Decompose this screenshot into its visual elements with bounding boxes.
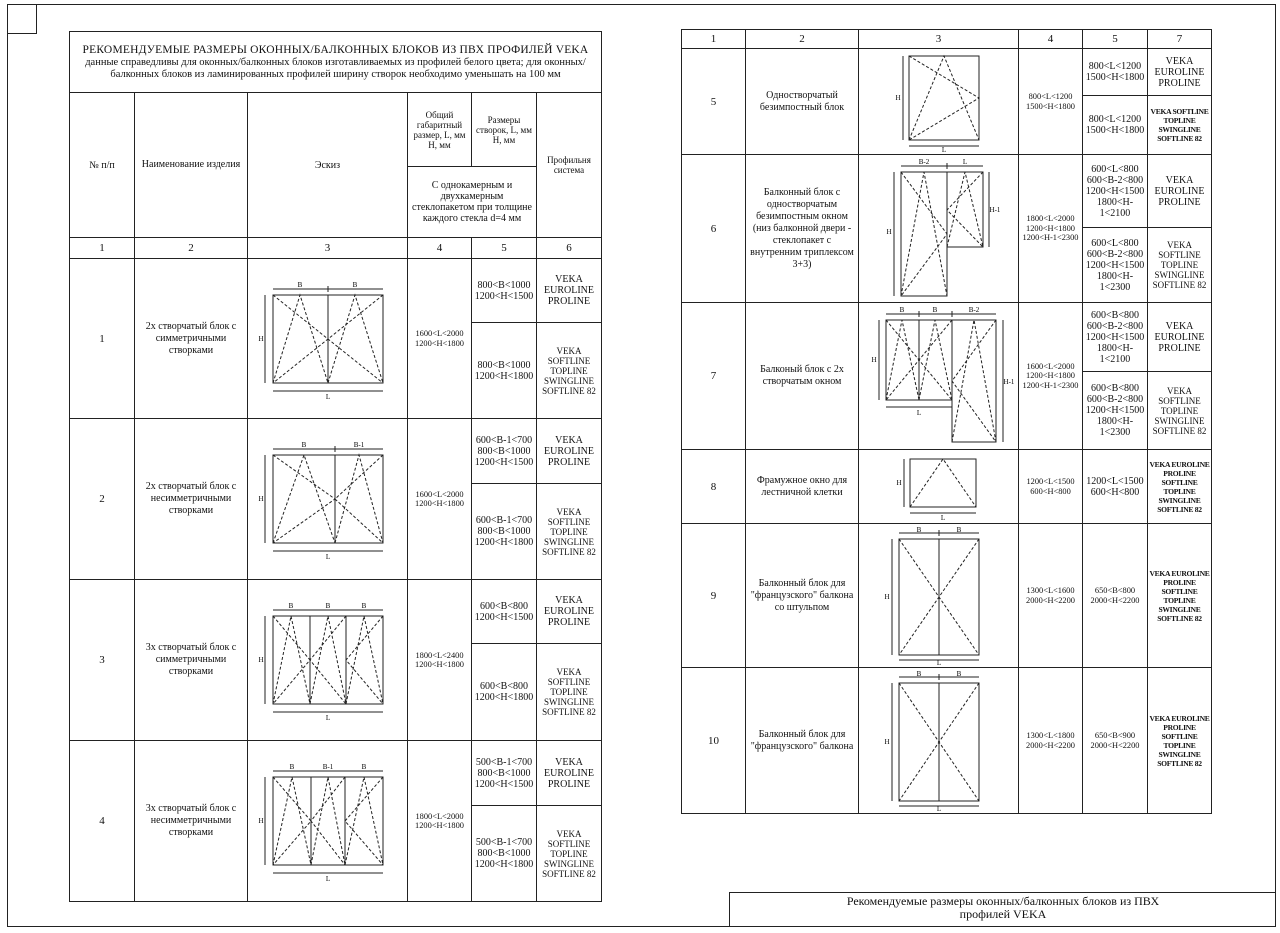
dim-b: B — [916, 670, 921, 678]
dim-b: B — [956, 670, 961, 678]
row-name: Балконный блок для "французского" балкона — [746, 668, 859, 814]
table-row — [682, 49, 1212, 96]
dim-h: H — [895, 478, 902, 487]
dim-l: L — [941, 145, 946, 152]
sketch-cell — [248, 741, 408, 902]
profile-system: VEKA EUROLINE PROLINE — [537, 741, 602, 806]
window-sketch-3-sash — [253, 600, 403, 720]
colnum: 4 — [1019, 30, 1083, 49]
title-block — [729, 892, 1276, 927]
window-sketch-2-sash — [253, 279, 403, 399]
row-number: 9 — [682, 524, 746, 668]
dim-b: B — [916, 526, 921, 534]
colnum: 3 — [859, 30, 1019, 49]
window-sketch-1-sash — [864, 52, 1014, 152]
overall-size: 1800<L<2000 1200<H<1800 — [408, 741, 472, 902]
row-number: 10 — [682, 668, 746, 814]
sketch-cell — [859, 668, 1019, 814]
table-title-cell — [70, 32, 602, 93]
dim-l: L — [916, 409, 921, 417]
sash-size: 600<B-1<700 800<B<1000 1200<H<1500 — [472, 419, 537, 484]
title-block-text: Рекомендуемые размеры оконных/балконных блоков из ПВХ профилей VEKA — [846, 894, 1160, 921]
overall-size: 1300<L<1600 2000<H<2200 — [1019, 524, 1083, 668]
colnum: 5 — [472, 238, 537, 259]
col-header-sash: Размеры створок, L, мм H, мм — [472, 93, 537, 167]
balcony-block-sketch-2 — [864, 306, 1014, 446]
sash-size: 800<L<1200 1500<H<1800 — [1083, 49, 1148, 96]
dim-b2: B-2 — [968, 306, 979, 314]
dim-l: L — [936, 804, 941, 811]
table-row — [682, 303, 1212, 372]
profile-system: VEKA SOFTLINE TOPLINE SWINGLINE SOFTLINE 82 — [1148, 372, 1212, 450]
sketch-cell — [248, 580, 408, 741]
dim-b: B — [297, 280, 302, 289]
row-number: 7 — [682, 303, 746, 450]
dim-h: H — [257, 656, 264, 664]
transom-window-sketch — [864, 453, 1014, 521]
sash-size: 600<B<800 1200<H<1800 — [472, 644, 537, 741]
sash-size: 600<B<800 600<B-2<800 1200<H<1500 1800<H-1<2100 — [1083, 303, 1148, 372]
overall-size: 800<L<1200 1500<H<1800 — [1019, 49, 1083, 155]
profile-system: VEKA EUROLINE PROLINE SOFTLINE TOPLINE SWINGLINE SOFTLINE 82 — [1148, 450, 1212, 524]
sash-size: 800<L<1200 1500<H<1800 — [1083, 96, 1148, 155]
dim-b: B — [899, 306, 904, 314]
balcony-block-sketch-1 — [864, 158, 1014, 300]
row-name: 2х створчатый блок с несимметричными створками — [135, 419, 248, 580]
dim-b: B — [361, 602, 366, 610]
colnum: 4 — [408, 238, 472, 259]
sketch-cell — [859, 155, 1019, 303]
dim-b: B — [288, 602, 293, 610]
sash-size: 500<B-1<700 800<B<1000 1200<H<1500 — [472, 741, 537, 806]
dim-h1: H-1 — [989, 205, 1000, 214]
row-name: Балконный блок для "французского" балкона со штульпом — [746, 524, 859, 668]
profile-system: VEKA EUROLINE PROLINE — [537, 580, 602, 644]
profile-system: VEKA EUROLINE PROLINE — [537, 259, 602, 323]
sash-size: 650<B<800 2000<H<2200 — [1083, 524, 1148, 668]
row-number: 5 — [682, 49, 746, 155]
profile-system: VEKA SOFTLINE TOPLINE SWINGLINE SOFTLINE 82 — [537, 323, 602, 419]
row-name: Фрамужное окно для лестничной клетки — [746, 450, 859, 524]
table-row — [70, 259, 602, 323]
profile-system: VEKA SOFTLINE TOPLINE SWINGLINE SOFTLINE 82 — [1148, 228, 1212, 303]
colnum: 6 — [537, 238, 602, 259]
sketch-cell — [248, 259, 408, 419]
dim-h: H — [257, 495, 264, 503]
french-balcony-shtulp-sketch — [864, 527, 1014, 665]
dim-h: H — [883, 737, 890, 746]
dim-h: H — [894, 93, 901, 102]
profile-system: VEKA SOFTLINE TOPLINE SWINGLINE SOFTLINE 82 — [537, 644, 602, 741]
profile-system: VEKA EUROLINE PROLINE — [1148, 49, 1212, 96]
dim-b1: B-1 — [322, 763, 333, 771]
table-row — [70, 419, 602, 484]
overall-size: 1600<L<2000 1200<H<1800 — [408, 419, 472, 580]
right-table — [681, 29, 1212, 814]
table-title: РЕКОМЕНДУЕМЫЕ РАЗМЕРЫ ОКОННЫХ/БАЛКОННЫХ БЛОКОВ ИЗ ПВХ ПРОФИЛЕЙ VEKA — [82, 43, 589, 56]
profile-system: VEKA SOFTLINE TOPLINE SWINGLINE SOFTLINE 82 — [537, 806, 602, 902]
colnum: 3 — [248, 238, 408, 259]
overall-size: 1800<L<2400 1200<H<1800 — [408, 580, 472, 741]
dim-b2: B-2 — [918, 157, 929, 166]
table-row — [70, 741, 602, 806]
profile-system: VEKA SOFTLINE TOPLINE SWINGLINE SOFTLINE 82 — [537, 484, 602, 580]
sash-size: 600<L<800 600<B-2<800 1200<H<1500 1800<H-1<2100 — [1083, 155, 1148, 228]
sketch-cell — [859, 303, 1019, 450]
overall-size: 1600<L<2000 1200<H<1800 1200<H-1<2300 — [1019, 303, 1083, 450]
table-row — [682, 450, 1212, 524]
profile-system: VEKA SOFTLINE TOPLINE SWINGLINE SOFTLINE 82 — [1148, 96, 1212, 155]
table-note: данные справедливы для оконных/балконных блоков изготавливаемых из профилей белого цвета; для оконных/балконных блоков из ламинированных профилей ширину створок необходимо уменьшать на 100 мм — [85, 56, 586, 80]
dim-h1: H-1 — [1003, 378, 1014, 386]
overall-size: 1300<L<1800 2000<H<2200 — [1019, 668, 1083, 814]
window-sketch-3-sash-asym — [253, 761, 403, 881]
row-number: 3 — [70, 580, 135, 741]
dim-b: B — [956, 526, 961, 534]
col-header-profile: Профильня система — [537, 93, 602, 238]
sash-size: 650<B<900 2000<H<2200 — [1083, 668, 1148, 814]
col-header-overall: Общий габаритный размер, L, мм H, мм — [408, 93, 472, 167]
colnum: 1 — [70, 238, 135, 259]
colnum: 1 — [682, 30, 746, 49]
row-number: 8 — [682, 450, 746, 524]
dim-b: B — [361, 763, 366, 771]
sketch-cell — [859, 524, 1019, 668]
dim-l: L — [940, 513, 945, 521]
sketch-cell — [859, 49, 1019, 155]
dim-b: B — [289, 763, 294, 771]
row-number: 6 — [682, 155, 746, 303]
table-row — [70, 580, 602, 644]
dim-l: L — [325, 875, 330, 881]
row-name: Одностворчатый безимпостный блок — [746, 49, 859, 155]
row-number: 2 — [70, 419, 135, 580]
sash-size: 600<L<800 600<B-2<800 1200<H<1500 1800<H-1<2300 — [1083, 228, 1148, 303]
profile-system: VEKA EUROLINE PROLINE SOFTLINE TOPLINE SWINGLINE SOFTLINE 82 — [1148, 524, 1212, 668]
colnum: 7 — [1148, 30, 1212, 49]
row-name: 3х створчатый блок с симметричными створками — [135, 580, 248, 741]
row-number: 4 — [70, 741, 135, 902]
sketch-cell — [859, 450, 1019, 524]
profile-system: VEKA EUROLINE PROLINE — [1148, 155, 1212, 228]
row-name: 2х створчатый блок с симметричными створками — [135, 259, 248, 419]
overall-size: 1800<L<2000 1200<H<1800 1200<H-1<2300 — [1019, 155, 1083, 303]
profile-system: VEKA EUROLINE PROLINE — [537, 419, 602, 484]
sheet-corner-box — [7, 4, 37, 34]
dim-l: L — [936, 658, 941, 665]
overall-size: 1200<L<1500 600<H<800 — [1019, 450, 1083, 524]
dim-l: L — [325, 392, 330, 399]
dim-b: B — [932, 306, 937, 314]
row-number: 1 — [70, 259, 135, 419]
dim-h: H — [257, 817, 264, 825]
col-header-name: Наименование изделия — [135, 93, 248, 238]
dim-b: B — [352, 280, 357, 289]
dim-h: H — [870, 356, 877, 364]
overall-size: 1600<L<2000 1200<H<1800 — [408, 259, 472, 419]
window-sketch-2-sash-asym — [253, 439, 403, 559]
dim-l: L — [325, 553, 330, 559]
sketch-cell — [248, 419, 408, 580]
left-table — [69, 31, 602, 902]
colnum: 2 — [135, 238, 248, 259]
sash-size: 600<B<800 1200<H<1500 — [472, 580, 537, 644]
table-row — [682, 155, 1212, 228]
sash-size: 600<B-1<700 800<B<1000 1200<H<1800 — [472, 484, 537, 580]
table-row — [682, 668, 1212, 814]
sash-size: 500<B-1<700 800<B<1000 1200<H<1800 — [472, 806, 537, 902]
sash-size: 800<B<1000 1200<H<1500 — [472, 259, 537, 323]
col-header-sketch: Эскиз — [248, 93, 408, 238]
profile-system: VEKA EUROLINE PROLINE — [1148, 303, 1212, 372]
table-row — [682, 524, 1212, 668]
dim-h: H — [257, 334, 264, 343]
colnum: 2 — [746, 30, 859, 49]
row-name: Балконный блок с одностворчатым безимпостным окном (низ балконной двери - стеклопакет с внутренним триплексом 3+3) — [746, 155, 859, 303]
profile-system: VEKA EUROLINE PROLINE SOFTLINE TOPLINE SWINGLINE SOFTLINE 82 — [1148, 668, 1212, 814]
dim-l: L — [962, 157, 967, 166]
dim-b: B — [325, 602, 330, 610]
french-balcony-sketch — [864, 671, 1014, 811]
sash-size: 1200<L<1500 600<H<800 — [1083, 450, 1148, 524]
sash-size: 800<B<1000 1200<H<1800 — [472, 323, 537, 419]
row-name: 3х створчатый блок с несимметричными створками — [135, 741, 248, 902]
dim-b: B — [301, 441, 306, 449]
dim-l: L — [325, 714, 330, 720]
row-name: Балконый блок с 2х створчатым окном — [746, 303, 859, 450]
dim-h: H — [883, 592, 890, 601]
col-header-num: № п/п — [70, 93, 135, 238]
dim-h: H — [885, 227, 892, 236]
colnum: 5 — [1083, 30, 1148, 49]
col-header-glass: С однокамерным и двухкамерным стеклопакетом при толщине каждого стекла d=4 мм — [408, 167, 537, 238]
sash-size: 600<B<800 600<B-2<800 1200<H<1500 1800<H-1<2300 — [1083, 372, 1148, 450]
dim-b1: B-1 — [353, 441, 364, 449]
